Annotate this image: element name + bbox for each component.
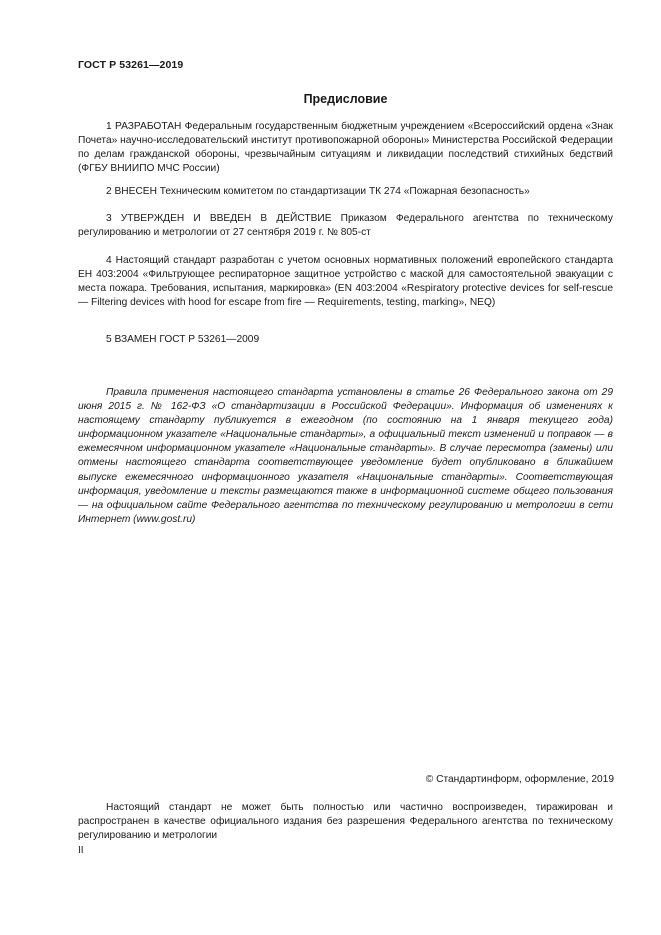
paragraph-approved: 3 УТВЕРЖДЕН И ВВЕДЕН В ДЕЙСТВИЕ Приказом Федерального агентства по техническому регулированию и метрологии от 27 сентября 2019 г. № 805-ст bbox=[78, 213, 613, 239]
paragraph-introduced-by: 2 ВНЕСЕН Техническим комитетом по стандартизации ТК 274 «Пожарная безопасность» bbox=[106, 186, 530, 197]
page-number: II bbox=[78, 845, 84, 856]
standard-code-header: ГОСТ Р 53261—2019 bbox=[78, 59, 184, 71]
paragraph-european-basis: 4 Настоящий стандарт разработан с учетом основных нормативных положений европейского стандарта ЕН 403:2004 «Фильтрующее респираторное защитное устройство с маской для самостоятельной эвакуации с места пожара. Требования, испытания, маркировка» (EN 403:2004 «Respiratory protective devices for self-rescue — Filtering devices with hood for escape from fire — Requirements, testing, marking», NEQ) bbox=[78, 255, 613, 309]
copyright-line: © Стандартинформ, оформление, 2019 bbox=[425, 774, 614, 785]
paragraph-replaces: 5 ВЗАМЕН ГОСТ Р 53261—2009 bbox=[106, 334, 260, 345]
application-rules-notice: Правила применения настоящего стандарта установлены в статье 26 Федерального закона от 29 июня 2015 г. № 162-ФЗ «О стандартизации в Российской Федерации». Информация об изменениях к настоящему стандарту публикуется в ежегодном (по состоянию на 1 января текущего года) информационном указателе «Национальные стандарты», а официальный текст изменений и поправок — в ежемесячном информационном указателе «Национальные стандарты». В случае пересмотра (замены) или отмены настоящего стандарта соответствующее уведомление будет опубликовано в ближайшем выпуске ежемесячного информационного указателя «Национальные стандарты». Соответствующая информация, уведомление и тексты размещаются также в информационной системе общего пользования — на официальном сайте Федерального агентства по техническому регулированию и метрологии в сети Интернет (www.gost.ru) bbox=[78, 387, 613, 525]
paragraph-developed-by: 1 РАЗРАБОТАН Федеральным государственным бюджетным учреждением «Всероссийский ордена «Знак Почета» научно-исследовательский институт противопожарной обороны» Министерства Российской Федерации по делам гражданской обороны, чрезвычайным ситуациям и ликвидации последствий стихийных бедствий (ФГБУ ВНИИПО МЧС России) bbox=[78, 121, 613, 175]
section-title: Предисловие bbox=[303, 92, 388, 106]
reproduction-notice: Настоящий стандарт не может быть полностью или частично воспроизведен, тиражирован и распространен в качестве официального издания без разрешения Федерального агентства по техническому регулированию и метрологии bbox=[78, 802, 613, 842]
